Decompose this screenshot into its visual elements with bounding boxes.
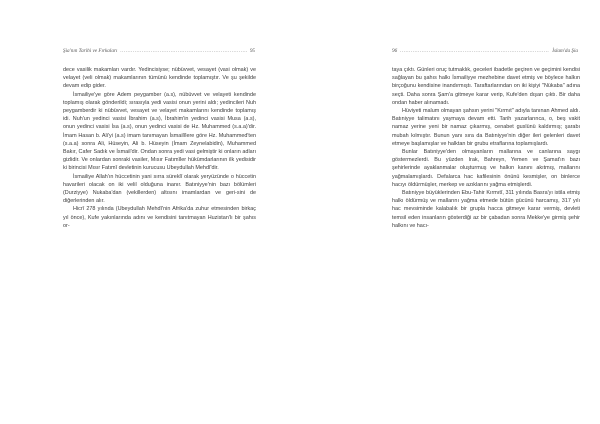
running-title: Şia'nın Tarihi ve Fırkaları (63, 48, 118, 54)
paragraph: Hicrî 278 yılında (Ubeydullah Mehdî'nin Afrika'da zuhur etmesinden birkaç yıl önce), Kufe yakınlarında adını ve kendisini tanıtmayan Huzistan'lı bir şahıs or- (63, 206, 256, 229)
right-page (300, 0, 600, 424)
page-body (63, 66, 256, 230)
page-number: 96 (392, 48, 398, 54)
paragraph: taya çıktı. Günleri oruç tutmaklık, geceleri ibadetle geçiren ve geçimini kendisi sağlayan bu şahıs halkı İsmailiyye mezhebine davet etmiş ve böylece halkın birçoğunu kendisine inandırmıştı. Taraftarlarından on iki kişiyi "Nükaba" adına seçti. Daha sonra Şam'a gitmeye karar verip, Kufe'den dışarı çıktı. Bir daha ondan haber alınamadı. (392, 67, 580, 106)
running-header (63, 46, 255, 56)
leader-dots (400, 48, 549, 54)
running-title: İslam'da Şia (552, 48, 578, 54)
paragraph: dece vasilik makamları vardır. Yedincisiyse; nübüvvet, vesayet (vasi olmak) ve velayet (veli olmak) makamlarının tümünü kendinde toplamıştır. Ve şu şekilde devam edip gider. (63, 67, 256, 90)
leader-dots (120, 48, 246, 54)
paragraph: İsmailiye'ye göre Adem peygamber (a.s), nübüvvet ve velayeti kendinde toplamış olarak gönderildi; sırasıyla yedi vasisi onun yerini aldı; yedincileri Nuh peygamberdir ki nübüvvet, vesayet ve velayet makamlarını kendinde toplamış idi. Nuh'un yedinci vasisi İbrahim (a.s), İbrahim'in yedinci vasisi Musa (a.s), onun yedinci vasisi İsa (a.s), onun yedinci vasisi de Hz. Muhammed (s.a.a)'dir. İmam Hasan b. Ali'yi (a.s) imam tanımayan İsmailîlere göre Hz. Muhammed'ten (s.a.a) sonra Ali, Hüseyin, Ali b. Hüseyin (İmam Zeynelabidin), Muhammed Bakır, Cafer Sadık ve İsmail'dir. Ondan sonra yedi vasi gelmiştir ki onların adları gizlidir. Ve onlardan sonraki vasiler, Mısır Fatımîler hükümdarlarının ilk yedisidir ki birincisi Mısır Fatımî devletinin kurucusu Ubeydullah Mehdî'dir. (63, 91, 256, 172)
page-body (392, 66, 580, 230)
paragraph: Hüviyeti malum olmayan şahsın yerini "Kırmıt" adıyla tanınan Ahmed aldı. Batıniyye talimatını yaymaya devam etti. Tarih yazarlarınca, o, beş vakit namaz yerine yeni bir namaz çıkarmış, cenabet guslünü kaldırmış; şarabı mubah kılmıştır. Bunun yanı sıra da Batıniyye'nin diğer ileri gelenleri davet etmeye başlamışlar ve halktan bir grubu etraflarına toplamışlardı. (392, 108, 580, 147)
page-number: 95 (249, 48, 255, 54)
paragraph: Bunlar Batıniyye'den olmayanların mallarına ve canlarına saygı göstermezlerdi. Bu yüzden Irak, Bahreyn, Yemen ve Şamat'ın bazı şehirlerinde ayaklanmalar oluşturmuş ve halkın kanını akıtmış, mallarını yağmalamışlardı. Defalarca hac kafilesinin önünü kesmişler, on binlerce hacıyı öldürmüşler, merkep ve azıklarını yağma etmişlerdi. (392, 149, 580, 188)
paragraph: İsmailiye Allah'ın hüccetinin yani sırra süreklî olarak yeryüzünde o hüccetin havarileri olacak on iki velil olduğuna inanır. Batıniyye'nin bazı bölümleri (Durziyye) Nukaba'dan (vekillerden) altısını imamlardan ve geri-sini de diğerlerinden alır. (63, 173, 256, 205)
running-header (392, 46, 578, 56)
paragraph: Batıniyye büyüklerinden Ebu-Tahir Kırmıtî, 311 yılında Basra'yı istila etmiş halkı öldürmüş ve mallarını yağma etmede bütün gücünü harcamış, 317 yılı hac mevsiminde kalabalık bir grupla hacca gitmeye karar vermiş, devleti temsil eden insanların gösterdiği az bir çabadan sonra Mekke'ye girmiş şehir halkını ve hacı- (392, 190, 580, 229)
